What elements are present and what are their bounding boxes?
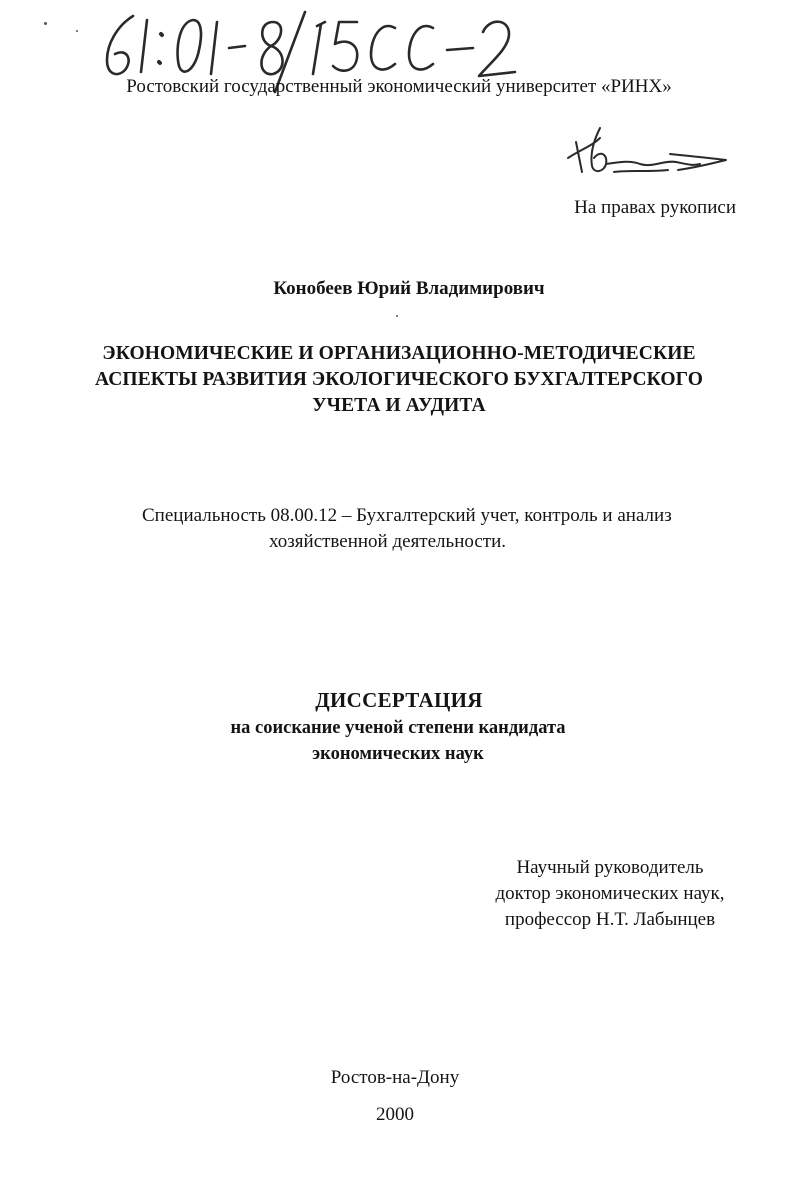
scan-speck [76,30,78,32]
author-signature [560,120,740,190]
title-line: ЭКОНОМИЧЕСКИЕ И ОРГАНИЗАЦИОННО-МЕТОДИЧЕСКИЕ [102,343,696,364]
dissertation-title [40,341,758,419]
specialty-line: хозяйственной деятельности. [269,531,506,552]
university-name: Ростовский государственный экономический университет «РИНХ» [126,76,672,97]
supervisor-name: профессор Н.Т. Лабынцев [504,909,716,930]
supervisor-block [470,855,750,933]
author-name: Конобеев Юрий Владимирович [273,278,545,299]
specialty-statement [142,503,762,555]
document-type: ДИССЕРТАЦИЯ [315,688,483,712]
city: Ростов-на-Дону [330,1067,460,1088]
year: 2000 [376,1104,414,1125]
scan-speck [44,22,47,25]
degree-statement [0,715,796,767]
supervisor-degree: доктор экономических наук, [495,883,725,904]
degree-line: экономических наук [312,744,484,764]
degree-line: на соискание ученой степени кандидата [230,718,566,738]
scan-speck [396,315,398,317]
specialty-line: Специальность 08.00.12 – Бухгалтерский учет, контроль и анализ [142,505,672,526]
manuscript-rights-note: На правах рукописи [574,197,736,218]
title-line: УЧЕТА И АУДИТА [312,395,486,416]
title-line: АСПЕКТЫ РАЗВИТИЯ ЭКОЛОГИЧЕСКОГО БУХГАЛТЕРСКОГО [95,369,703,390]
supervisor-role: Научный руководитель [516,857,704,878]
